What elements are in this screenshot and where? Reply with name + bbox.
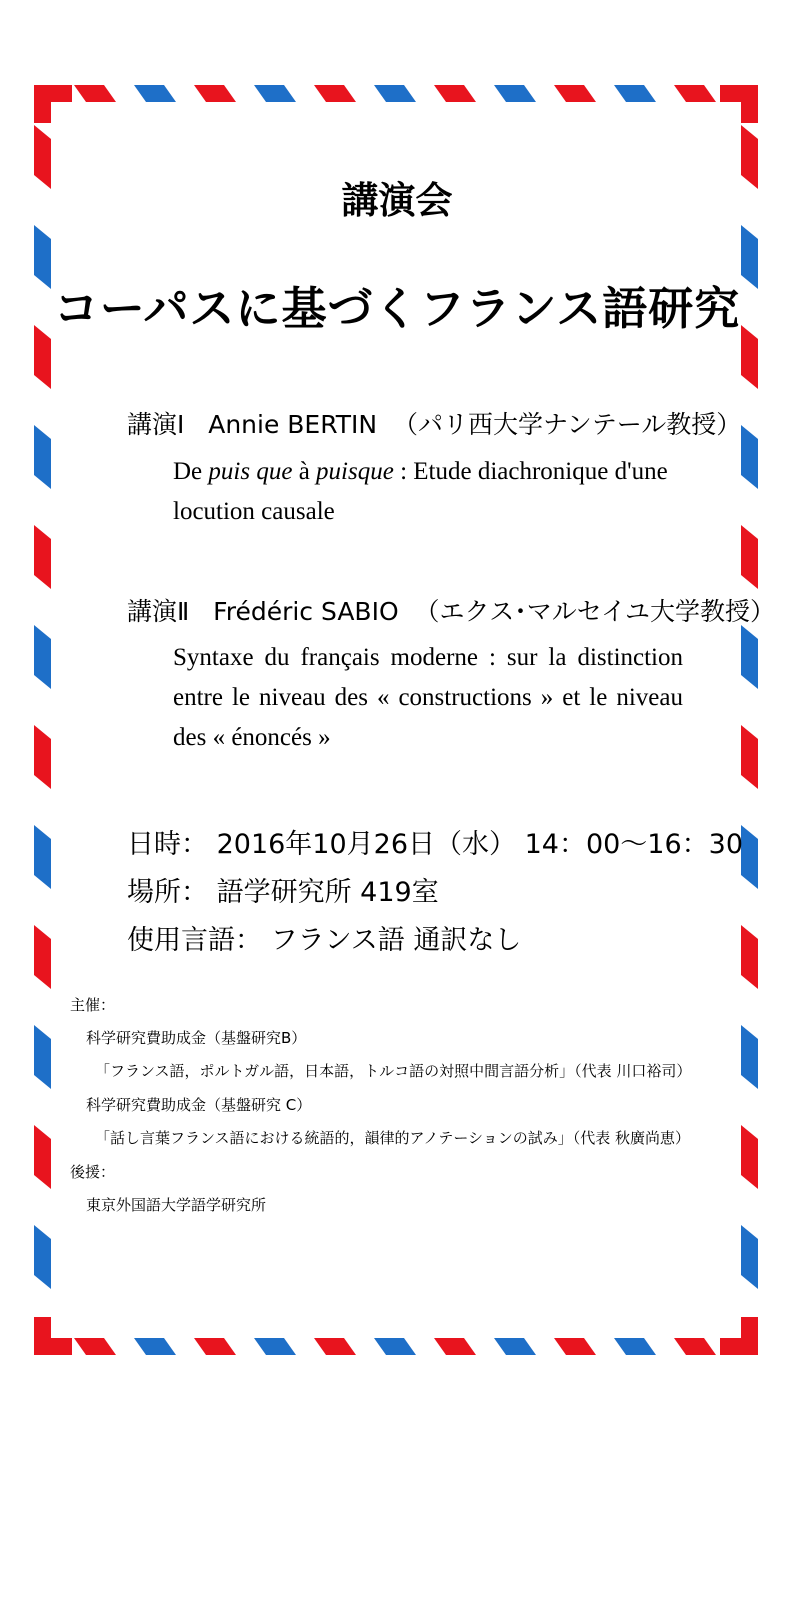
border-stripe-bottom (434, 1338, 476, 1355)
lecture-2-label: 講演Ⅱ (127, 597, 190, 626)
grant-1-project: 「フランス語，ポルトガル語，日本語，トルコ語の対照中間言語分析」（代表 川口裕司） (95, 1062, 692, 1080)
border-stripe-right (741, 625, 758, 689)
event-type-heading: 講演会 (341, 179, 453, 222)
lecture-2-title: Syntaxe du français moderne : sur la distinction entre le niveau des « constructions » et le niveau des « énoncés » (173, 644, 683, 751)
lecture-2-speaker: Frédéric SABIO (213, 597, 399, 626)
border-stripe-top (194, 85, 236, 102)
border-stripe-left (34, 925, 51, 989)
border-stripe-bottom (554, 1338, 596, 1355)
border-stripe-right (741, 825, 758, 889)
border-stripe-bottom (194, 1338, 236, 1355)
border-stripe-right (741, 525, 758, 589)
border-stripe-top (314, 85, 356, 102)
border-stripe-bottom (314, 1338, 356, 1355)
border-stripe-left (34, 425, 51, 489)
supporter: 東京外国語大学語学研究所 (86, 1196, 267, 1214)
event-title: コーパスに基づくフランス語研究 (53, 282, 741, 335)
support-label: 後援： (70, 1163, 116, 1181)
border-stripe-left (34, 525, 51, 589)
border-stripe-top (74, 85, 116, 102)
border-stripe-top (254, 85, 296, 102)
border-stripe-bottom (614, 1338, 656, 1355)
border-stripe-left (34, 1125, 51, 1189)
border-stripe-bottom (374, 1338, 416, 1355)
border-stripe-right (741, 925, 758, 989)
lecture-1-affiliation: （パリ西大学ナンテール教授） (393, 410, 742, 439)
border-stripe-right (741, 725, 758, 789)
grant-2: 科学研究費助成金（基盤研究 C） (86, 1096, 312, 1114)
event-language: 使用言語： フランス語 通訳なし (127, 925, 522, 956)
border-stripe-right (741, 1125, 758, 1189)
border-stripe-bottom (494, 1338, 536, 1355)
border-stripe-right (741, 1225, 758, 1289)
border-stripe-bottom (254, 1338, 296, 1355)
border-stripe-top (674, 85, 716, 102)
border-stripe-top (434, 85, 476, 102)
border-stripe-top (374, 85, 416, 102)
border-stripe-left (34, 1025, 51, 1089)
lecture-1-title: De puis que à puisque : Etude diachronique d'une locution causale (173, 458, 668, 525)
border-stripe-top (134, 85, 176, 102)
border-stripe-left (34, 625, 51, 689)
border-stripe-top (554, 85, 596, 102)
border-stripe-right (741, 1025, 758, 1089)
border-corner (720, 85, 758, 123)
border-corner (720, 1317, 758, 1355)
lecture-2-speaker-line (127, 592, 775, 628)
border-stripe-right (741, 425, 758, 489)
border-corner (34, 1317, 72, 1355)
lecture-2-affiliation: （エクス･マルセイユ大学教授） (414, 597, 776, 626)
lecture-1-label: 講演Ⅰ (127, 410, 185, 439)
event-venue: 場所： 語学研究所 419室 (127, 877, 439, 908)
border-stripe-bottom (134, 1338, 176, 1355)
border-stripe-top (614, 85, 656, 102)
border-stripe-top (494, 85, 536, 102)
lecture-1-speaker: Annie BERTIN (208, 410, 378, 439)
border-stripe-bottom (74, 1338, 116, 1355)
border-stripe-left (34, 1225, 51, 1289)
event-date: 日時： 2016年10月26日（水） 14：00～16：30 (127, 829, 744, 860)
border-stripe-left (34, 725, 51, 789)
border-corner (34, 85, 72, 123)
border-stripe-bottom (674, 1338, 716, 1355)
grant-1: 科学研究費助成金（基盤研究B） (86, 1029, 307, 1047)
border-stripe-left (34, 825, 51, 889)
sponsor-label: 主催： (70, 996, 116, 1014)
grant-2-project: 「話し言葉フランス語における統語的，韻律的アノテーションの試み」（代表 秋廣尚恵） (95, 1129, 691, 1147)
lecture-1-speaker-line (127, 405, 741, 441)
